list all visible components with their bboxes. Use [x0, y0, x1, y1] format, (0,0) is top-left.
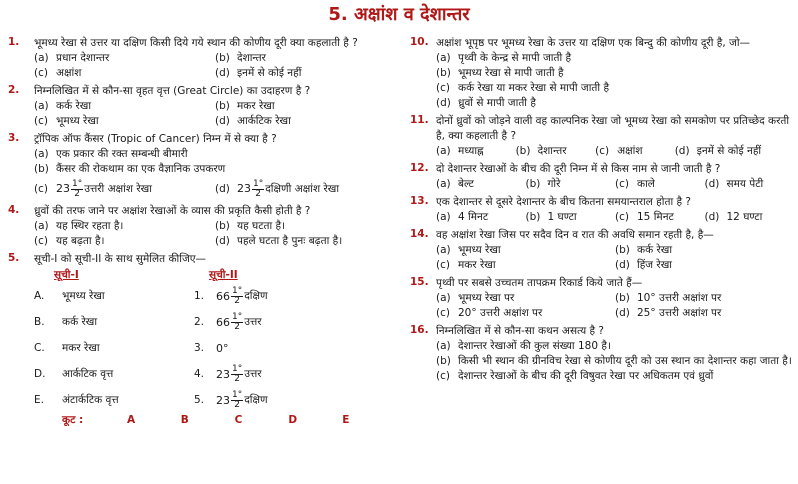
match-letter: B. — [34, 316, 45, 328]
match-number: 2. — [194, 316, 205, 328]
question-number: 14. — [410, 228, 429, 240]
option-c[interactable]: (c) अक्षांश — [34, 67, 82, 79]
option-b[interactable]: (b) कर्क रेखा — [615, 244, 673, 256]
match-letter: D. — [34, 368, 46, 380]
question-number: 13. — [410, 195, 429, 207]
option-d[interactable]: (d) 12 घण्टा — [704, 211, 763, 223]
code-letter: C — [234, 414, 243, 426]
option-a[interactable]: (a) यह स्थिर रहता है। — [34, 220, 124, 232]
page-title: 5. अक्षांश व देशान्तर — [328, 4, 470, 25]
match-value: 23 $\frac{1^\circ}{2}$ दक्षिण — [216, 389, 268, 410]
option-a[interactable]: (a) एक प्रकार की रक्त सम्बन्धी बीमारी — [34, 148, 188, 160]
left-column — [8, 36, 396, 430]
question-12 — [410, 162, 794, 192]
right-column — [410, 36, 794, 387]
match-value: 66 $\frac{1^\circ}{2}$ दक्षिण — [216, 285, 268, 306]
question-number: 5. — [8, 252, 20, 264]
code-letter: E — [342, 414, 350, 426]
option-c[interactable]: (c) यह बढ़ता है। — [34, 235, 105, 247]
option-d[interactable]: (d) 23 $\frac{1^\circ}{2}$ दक्षिणी अक्षांश रेखा — [215, 178, 340, 199]
option-a[interactable]: (a) मध्याह्न — [436, 145, 484, 157]
question-11 — [410, 114, 794, 159]
option-a[interactable]: (a) 4 मिनट — [436, 211, 489, 223]
match-value: 66 $\frac{1^\circ}{2}$ उत्तर — [216, 311, 262, 332]
option-c[interactable]: (c) 20° उत्तरी अक्षांश पर — [436, 307, 543, 319]
option-c[interactable]: (c) भूमध्य रेखा — [34, 115, 99, 127]
option-c[interactable]: (c) 15 मिनट — [615, 211, 674, 223]
option-a[interactable]: (a) देशान्तर रेखाओं की कुल संख्या 180 है। — [436, 340, 611, 352]
option-d[interactable]: (d) ध्रुवों से मापी जाती है — [436, 97, 536, 109]
question-text: वह अक्षांश रेखा जिस पर सदैव दिन व रात की अवधि समान रहती है, है— — [436, 229, 714, 241]
match-row — [34, 361, 396, 387]
match-letter: E. — [34, 394, 44, 406]
match-value: 0° — [216, 341, 229, 355]
option-b[interactable]: (b) देशान्तर — [215, 52, 266, 64]
question-text: सूची-I को सूची-II के साथ सुमेलित कीजिए— — [34, 253, 207, 265]
fraction: $\frac{1^\circ}{2}$ — [232, 311, 243, 332]
question-1 — [8, 36, 396, 81]
match-table — [34, 283, 396, 413]
fraction: $\frac{1^\circ}{2}$ — [232, 285, 243, 306]
option-c[interactable]: (c) अक्षांश — [595, 145, 643, 157]
question-text: भूमध्य रेखा से उत्तर या दक्षिण किसी दिये गये स्थान की कोणीय दूरी क्या कहलाती है ? — [34, 37, 358, 49]
match-term: आर्कटिक वृत्त — [62, 368, 114, 380]
match-letter: A. — [34, 290, 45, 302]
question-number: 1. — [8, 36, 20, 48]
question-text: एक देशान्तर से दूसरे देशान्तर के बीच कितना समयान्तराल होता है ? — [436, 196, 691, 208]
match-table-header: सूची-I सूची-II — [54, 269, 238, 281]
code-letter: D — [288, 414, 298, 426]
question-13 — [410, 195, 794, 225]
question-number: 10. — [410, 36, 429, 48]
question-text: दो देशान्तर रेखाओं के बीच की दूरी निम्न में से किस नाम से जानी जाती है ? — [436, 163, 721, 175]
code-letter: B — [180, 414, 189, 426]
option-b[interactable]: (b) गोरे — [525, 178, 561, 190]
question-text: निम्नलिखित में से कौन-सा कथन असत्य है ? — [436, 325, 605, 337]
option-d[interactable]: (d) 25° उत्तरी अक्षांश पर — [615, 307, 722, 319]
question-10 — [410, 36, 794, 111]
code-letter: A — [126, 414, 136, 426]
question-text: अक्षांश भूपृष्ठ पर भूमध्य रेखा के उत्तर या दक्षिण एक बिन्दु की कोणीय दूरी है, जो— — [436, 37, 751, 49]
option-c[interactable]: (c) कर्क रेखा या मकर रेखा से मापी जाती है — [436, 82, 610, 94]
question-text: निम्नलिखित में से कौन-सा वृहत वृत्त (Great Circle) का उदाहरण है ? — [34, 85, 311, 97]
match-number: 5. — [194, 394, 205, 406]
match-term: कर्क रेखा — [62, 316, 98, 328]
question-16 — [410, 324, 794, 384]
option-b[interactable]: (b) मकर रेखा — [215, 100, 275, 112]
option-d[interactable]: (d) इनमें से कोई नहीं — [674, 145, 762, 157]
question-number: 16. — [410, 324, 429, 336]
option-b[interactable]: (b) देशान्तर — [515, 145, 567, 157]
fraction: $\frac{1^\circ}{2}$ — [232, 389, 243, 410]
code-label: कूट : — [62, 414, 84, 426]
match-term: मकर रेखा — [62, 342, 100, 354]
option-b[interactable]: (b) यह घटता है। — [215, 220, 286, 232]
question-3 — [8, 132, 396, 201]
question-number: 12. — [410, 162, 429, 174]
question-5 — [8, 252, 396, 427]
fraction: $\frac{1^\circ}{2}$ — [232, 363, 243, 384]
option-d[interactable]: (d) इनमें से कोई नहीं — [215, 67, 302, 79]
match-letter: C. — [34, 342, 45, 354]
option-b[interactable]: (b) किसी भी स्थान की ग्रीनविच रेखा से कोणीय दूरी को उस स्थान का देशान्तर कहा जाता है। — [436, 355, 792, 367]
question-text: दोनों ध्रुवों को जोड़ने वाली वह काल्पनिक रेखा जो भूमध्य रेखा को समकोण पर प्रतिच्छेद करती है, क्या कहलाती है ? — [436, 115, 790, 142]
option-d[interactable]: (d) पहले घटता है पुनः बढ़ता है। — [215, 235, 343, 247]
match-value: 23 $\frac{1^\circ}{2}$ उत्तर — [216, 363, 262, 384]
option-a[interactable]: (a) कर्क रेखा — [34, 100, 92, 112]
answer-code-row — [62, 413, 396, 427]
question-text: ध्रुवों की तरफ जाने पर अक्षांश रेखाओं के व्यास की प्रकृति कैसी होती है ? — [34, 205, 311, 217]
match-row — [34, 309, 396, 335]
option-d[interactable]: (d) समय पेटी — [704, 178, 764, 190]
match-term: अंटार्कटिक वृत्त — [62, 394, 119, 406]
fraction: $\frac{1^\circ}{2}$ — [253, 178, 264, 199]
option-c[interactable]: (c) मकर रेखा — [436, 259, 496, 271]
option-a[interactable]: (a) पृथ्वी के केन्द्र से मापी जाती है — [436, 52, 572, 64]
option-b[interactable]: (b) कैंसर की रोकथाम का एक वैज्ञानिक उपकरण — [34, 163, 226, 175]
question-text: पृथ्वी पर सबसे उच्चतम तापक्रम रिकार्ड किये जाते हैं— — [436, 277, 643, 289]
option-a[interactable]: (a) भूमध्य रेखा — [436, 244, 501, 256]
question-number: 11. — [410, 114, 429, 126]
question-14 — [410, 228, 794, 273]
option-a[interactable]: (a) भूमध्य रेखा पर — [436, 292, 515, 304]
option-a[interactable]: (a) बेल्ट — [436, 178, 474, 190]
question-number: 4. — [8, 204, 20, 216]
question-number: 15. — [410, 276, 429, 288]
match-number: 1. — [194, 290, 205, 302]
question-4 — [8, 204, 396, 249]
question-number: 3. — [8, 132, 20, 144]
match-number: 3. — [194, 342, 205, 354]
option-b[interactable]: (b) 10° उत्तरी अक्षांश पर — [615, 292, 722, 304]
option-c[interactable]: (c) काले — [615, 178, 655, 190]
match-number: 4. — [194, 368, 205, 380]
match-row — [34, 283, 396, 309]
option-d[interactable]: (d) आर्कटिक रेखा — [215, 115, 291, 127]
match-term: भूमध्य रेखा — [62, 290, 105, 302]
option-d[interactable]: (d) हिंज रेखा — [615, 259, 673, 271]
question-text: ट्रॉपिक ऑफ कैंसर (Tropic of Cancer) निम्न में से क्या है ? — [34, 133, 277, 145]
option-c[interactable]: (c) देशान्तर रेखाओं के बीच की दूरी विषुवत रेखा पर अधिकतम एवं ध्रुवों — [436, 370, 714, 382]
question-2 — [8, 84, 396, 129]
question-15 — [410, 276, 794, 321]
question-number: 2. — [8, 84, 20, 96]
option-a[interactable]: (a) प्रधान देशान्तर — [34, 52, 110, 64]
fraction: $\frac{1^\circ}{2}$ — [72, 178, 83, 199]
option-b[interactable]: (b) 1 घण्टा — [525, 211, 577, 223]
match-row — [34, 335, 396, 361]
option-c[interactable]: (c) 23 $\frac{1^\circ}{2}$ उत्तरी अक्षांश रेखा — [34, 178, 152, 199]
match-row — [34, 387, 396, 413]
option-b[interactable]: (b) भूमध्य रेखा से मापी जाती है — [436, 67, 564, 79]
